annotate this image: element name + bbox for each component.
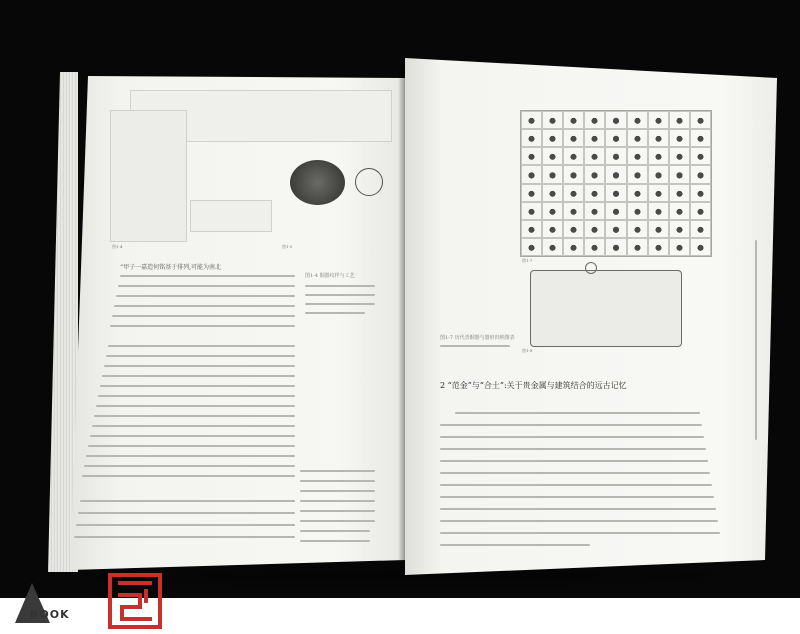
- text-line: [108, 345, 295, 347]
- bronze-vessel-table: [520, 110, 712, 257]
- text-line: [112, 315, 295, 317]
- text-line: [106, 355, 295, 357]
- text-line: [96, 405, 295, 407]
- note-line: [300, 510, 375, 512]
- text-line: [120, 275, 295, 277]
- text-line: [88, 445, 295, 447]
- text-line: [104, 365, 295, 367]
- quote-lead: “甲子一嘉造何铭基于排列,可能为南北: [120, 264, 221, 271]
- note-line: [300, 530, 370, 532]
- vessel-knob: [585, 262, 597, 274]
- note-line: [305, 294, 375, 296]
- text-line: [440, 544, 590, 546]
- text-line: [440, 460, 708, 462]
- side-note: 图1-4 铜器纹样与工艺: [305, 273, 355, 279]
- figure-label: 图1-5: [282, 244, 293, 249]
- figure-caption: 图1-7 历代青铜器与器形归纳图表: [440, 335, 515, 341]
- text-line: [114, 305, 295, 307]
- text-line: [110, 325, 295, 327]
- text-line: [102, 375, 295, 377]
- ritual-vessel-drawing: [530, 270, 682, 347]
- note-line: [300, 500, 375, 502]
- text-line: [80, 500, 295, 502]
- text-line: [94, 415, 295, 417]
- text-line: [440, 508, 716, 510]
- note-line: [305, 303, 375, 305]
- text-line: [440, 472, 710, 474]
- running-header: [755, 240, 757, 440]
- note-line: [300, 490, 375, 492]
- publisher-logo: [10, 563, 190, 633]
- text-line: [455, 412, 700, 414]
- figure-label: 图1-4: [112, 244, 123, 249]
- text-line: [440, 424, 702, 426]
- text-line: [92, 425, 295, 427]
- text-line: [86, 455, 295, 457]
- text-line: [82, 475, 295, 477]
- text-line: [84, 465, 295, 467]
- text-line: [440, 484, 712, 486]
- text-line: [440, 496, 714, 498]
- text-line: [116, 295, 295, 297]
- text-line: [440, 520, 718, 522]
- section-heading: 2 “范金”与“合土”:关于贵金属与建筑结合的远古记忆: [440, 381, 627, 390]
- text-line: [98, 395, 295, 397]
- note-line: [300, 540, 370, 542]
- text-line: [440, 448, 706, 450]
- note-line: [300, 470, 375, 472]
- text-line: [78, 512, 295, 514]
- text-line: [76, 524, 295, 526]
- text-line: [90, 435, 295, 437]
- logo-brand-text: BOOK: [30, 608, 70, 621]
- figure-label: 图1-8: [522, 348, 533, 353]
- note-line: [305, 285, 375, 287]
- text-line: [440, 532, 720, 534]
- artifact-sketch: [190, 200, 272, 232]
- caption-line: [440, 345, 510, 347]
- text-line: [100, 385, 295, 387]
- figure-label: 图1-7: [522, 258, 533, 263]
- ring-figure: [355, 168, 383, 196]
- text-line: [118, 285, 295, 287]
- text-line: [440, 436, 704, 438]
- text-line: [74, 536, 295, 538]
- note-line: [300, 480, 375, 482]
- logo-seal: [110, 575, 160, 627]
- map-figure: [110, 110, 187, 242]
- bronze-disc-figure: [290, 160, 345, 205]
- note-line: [305, 312, 365, 314]
- note-line: [300, 520, 375, 522]
